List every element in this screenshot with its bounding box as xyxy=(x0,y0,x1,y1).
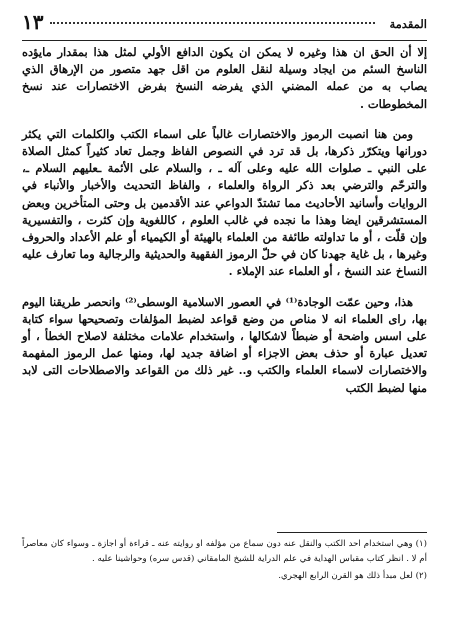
footnote: (١) وهي استخدام احد الكتب والنقل عنه دون سماع من مؤلفه او روايته عنه ـ قراءة أو اجازة ـ وسواء كان معاصراً أم لا . انظر كتاب مقباس الهداية في علم الدراية للشيخ المامقاني (قدس سره) وحواشينا عليه . xyxy=(22,539,427,564)
paragraph: ومن هنا انصبت الرموز والاختصارات غالباً على اسماء الكتب والكلمات التي يكثر دورانها ويتكرّر ذكرها، بل قد ترد في النصوص الفاظ وجمل تعاد كثيراً كمثل الصلاة على النبي ـ صلوات الله عليه وعلى آله ـ ، والسلام على الأئمة ـعليهم السلام ـ، والترحّم والترضي بعد ذكر الرواة والعلماء ، والفاظ التحديث والأخبار والأنباء في الروايات وأسانيد الأحاديث مما تشتدّ الدواعي عند الأقدمين بل وحتى المتأخرين وبعض المستشرقين ايضا وهذا ما نجده في غالب العلوم ، كاللغوية وإن كثرت ، والتفسيرية وإن قلّت ، أو ما تداولته طائفة من العلماء بالهيئة أو الكيمياء أو علم الأعداد والحروف وغيرها ، بل غاية جهدنا كان في حلّ الرموز الفقهية والحديثية والرجالية وما تعارف عليه النساخ عند النسخ ، أو العلماء عند الإملاء . xyxy=(22,126,427,279)
footnote-separator xyxy=(277,532,427,533)
section-title: المقدمة xyxy=(389,17,427,31)
page-header xyxy=(22,6,427,41)
paragraph: هذا، وحين عمّت الوجادة⁽¹⁾ في العصور الاسلامية الوسطى⁽²⁾ وانحصر طريقنا اليوم بها، راى العلماء انه لا مناص من وضع قواعد لضبط المؤلفات وتصحيحها سواء كتابة على اسس واضحة أو ضبطاً لاشكالها ، واستخدام علامات مختلفة لاصلاح الخطأ ، أو تعديل عبارة أو حذف بعض الاجزاء أو اضافة جديد لها، ومنها عمل الرموز المفهمة والاختصارات لاسماء العلماء والكتب و.. غير ذلك من القواعد والاصطلاحات التى لابد منها لضبط الكتب xyxy=(22,294,427,395)
header-leader-dots xyxy=(50,22,375,24)
paragraph: إلا أن الحق ان هذا وغيره لا يمكن ان يكون الدافع الأولي لمثل هذا بمقدار مايؤده الناسخ السئم من ايجاد وسيلة لنقل العلوم من اقل جهد متصور من الإرهاق الذي يصاب به من عمله المضني الذي يفرضه النسخ بفرض الاختصارات عند نسخ المخطوطات . xyxy=(22,45,427,111)
page-number: ١٣ xyxy=(22,10,44,34)
body-text xyxy=(22,44,427,410)
footnotes xyxy=(22,532,427,586)
footnote: (٢) لعل مبدأ ذلك هو القرن الرابع الهجري. xyxy=(278,571,427,581)
